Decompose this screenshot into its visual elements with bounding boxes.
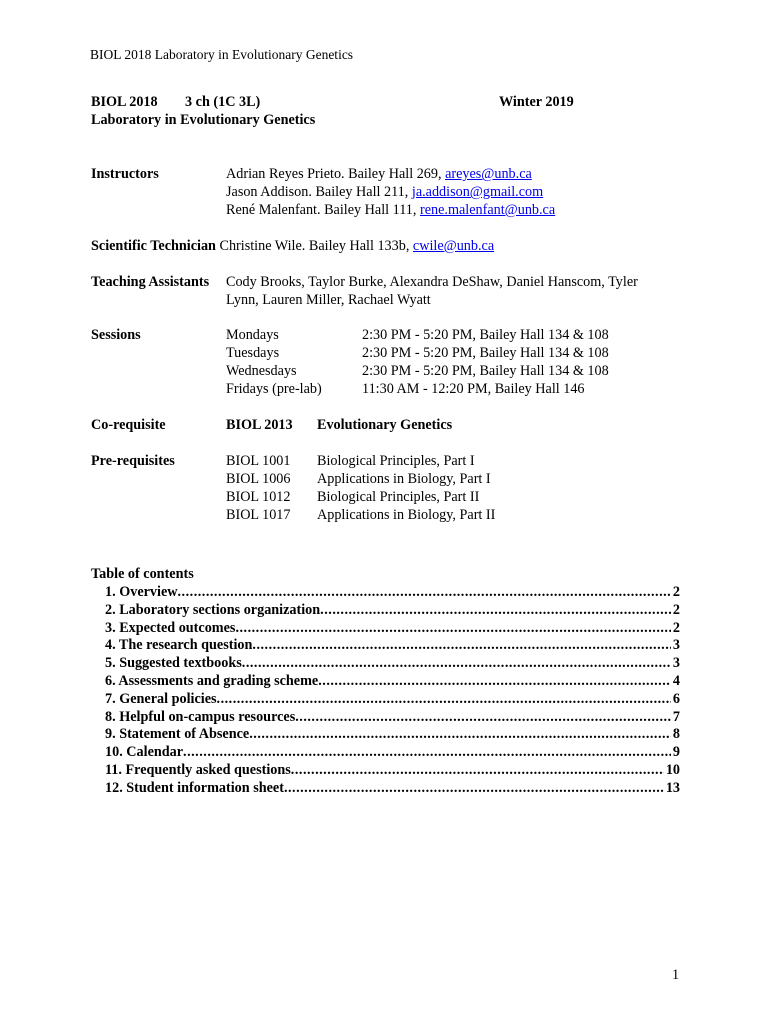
session-time: 2:30 PM - 5:20 PM, Bailey Hall 134 & 108 (362, 363, 609, 379)
session-time: 2:30 PM - 5:20 PM, Bailey Hall 134 & 108 (362, 345, 609, 361)
prereq-code: BIOL 1001 (226, 453, 291, 469)
toc-entry[interactable]: 6. Assessments and grading scheme ..... 4 (105, 672, 680, 690)
prereq-name: Biological Principles, Part II (317, 489, 480, 505)
session-day: Mondays (226, 327, 279, 343)
technician-line: Scientific Technician Christine Wile. Bailey Hall 133b, cwile@unb.ca (91, 238, 495, 254)
course-title: Laboratory in Evolutionary Genetics (91, 112, 316, 128)
prereq-name: Applications in Biology, Part I (317, 471, 491, 487)
session-day: Tuesdays (226, 345, 280, 361)
toc-entry[interactable]: 12. Student information sheet ..... 13 (105, 779, 680, 797)
coreq-code: BIOL 2013 (226, 417, 293, 433)
prereq-code: BIOL 1017 (226, 507, 291, 523)
email-link[interactable]: areyes@unb.ca (445, 166, 532, 182)
prereq-code: BIOL 1006 (226, 471, 291, 487)
toc-entry[interactable]: 9. Statement of Absence ..... 8 (105, 725, 680, 743)
tas-label: Teaching Assistants (91, 274, 210, 290)
toc-entry[interactable]: 7. General policies ..... 6 (105, 690, 680, 708)
coreq-name: Evolutionary Genetics (317, 417, 453, 433)
running-header: BIOL 2018 Laboratory in Evolutionary Genetics (90, 47, 354, 62)
toc-entry[interactable]: 10. Calendar ..... 9 (105, 743, 680, 761)
email-link[interactable]: cwile@unb.ca (412, 238, 495, 254)
term: Winter 2019 (499, 94, 574, 110)
session-day: Wednesdays (226, 363, 297, 379)
course-code: BIOL 2018 (91, 94, 158, 110)
session-time: 11:30 AM - 12:20 PM, Bailey Hall 146 (362, 381, 585, 397)
toc-title: Table of contents (91, 566, 194, 582)
email-link[interactable]: ja.addison@gmail.com (411, 184, 544, 200)
email-link[interactable]: rene.malenfant@unb.ca (419, 202, 556, 218)
toc-entry[interactable]: 3. Expected outcomes ..... 2 (105, 619, 680, 637)
session-time: 2:30 PM - 5:20 PM, Bailey Hall 134 & 108 (362, 327, 609, 343)
sessions-label: Sessions (91, 327, 141, 343)
instructor-line: Adrian Reyes Prieto. Bailey Hall 269, areyes@unb.ca (226, 166, 532, 182)
toc-entry[interactable]: 11. Frequently asked questions ..... 10 (105, 761, 680, 779)
table-of-contents (105, 583, 680, 797)
prereqs-label: Pre-requisites (91, 453, 175, 469)
technician-label: Scientific Technician (91, 238, 216, 254)
coreq-label: Co-requisite (91, 417, 166, 433)
tas-line: Lynn, Lauren Miller, Rachael Wyatt (226, 292, 431, 308)
toc-entry[interactable]: 4. The research question ..... 3 (105, 636, 680, 654)
prereq-code: BIOL 1012 (226, 489, 291, 505)
instructors-label: Instructors (91, 166, 159, 182)
toc-entry[interactable]: 2. Laboratory sections organization ..... 2 (105, 601, 680, 619)
instructor-line: Jason Addison. Bailey Hall 211, ja.addison@gmail.com (226, 184, 544, 200)
credit-hours: 3 ch (1C 3L) (185, 94, 261, 110)
instructor-line: René Malenfant. Bailey Hall 111, rene.malenfant@unb.ca (226, 202, 556, 218)
tas-line: Cody Brooks, Taylor Burke, Alexandra DeShaw, Daniel Hanscom, Tyler (226, 274, 638, 290)
prereq-name: Applications in Biology, Part II (317, 507, 496, 523)
session-day: Fridays (pre-lab) (226, 381, 322, 397)
toc-entry[interactable]: 5. Suggested textbooks ..... 3 (105, 654, 680, 672)
toc-entry[interactable]: 8. Helpful on-campus resources ..... 7 (105, 708, 680, 726)
page-number: 1 (672, 967, 680, 983)
prereq-name: Biological Principles, Part I (317, 453, 475, 469)
toc-entry[interactable]: 1. Overview ..... 2 (105, 583, 680, 601)
